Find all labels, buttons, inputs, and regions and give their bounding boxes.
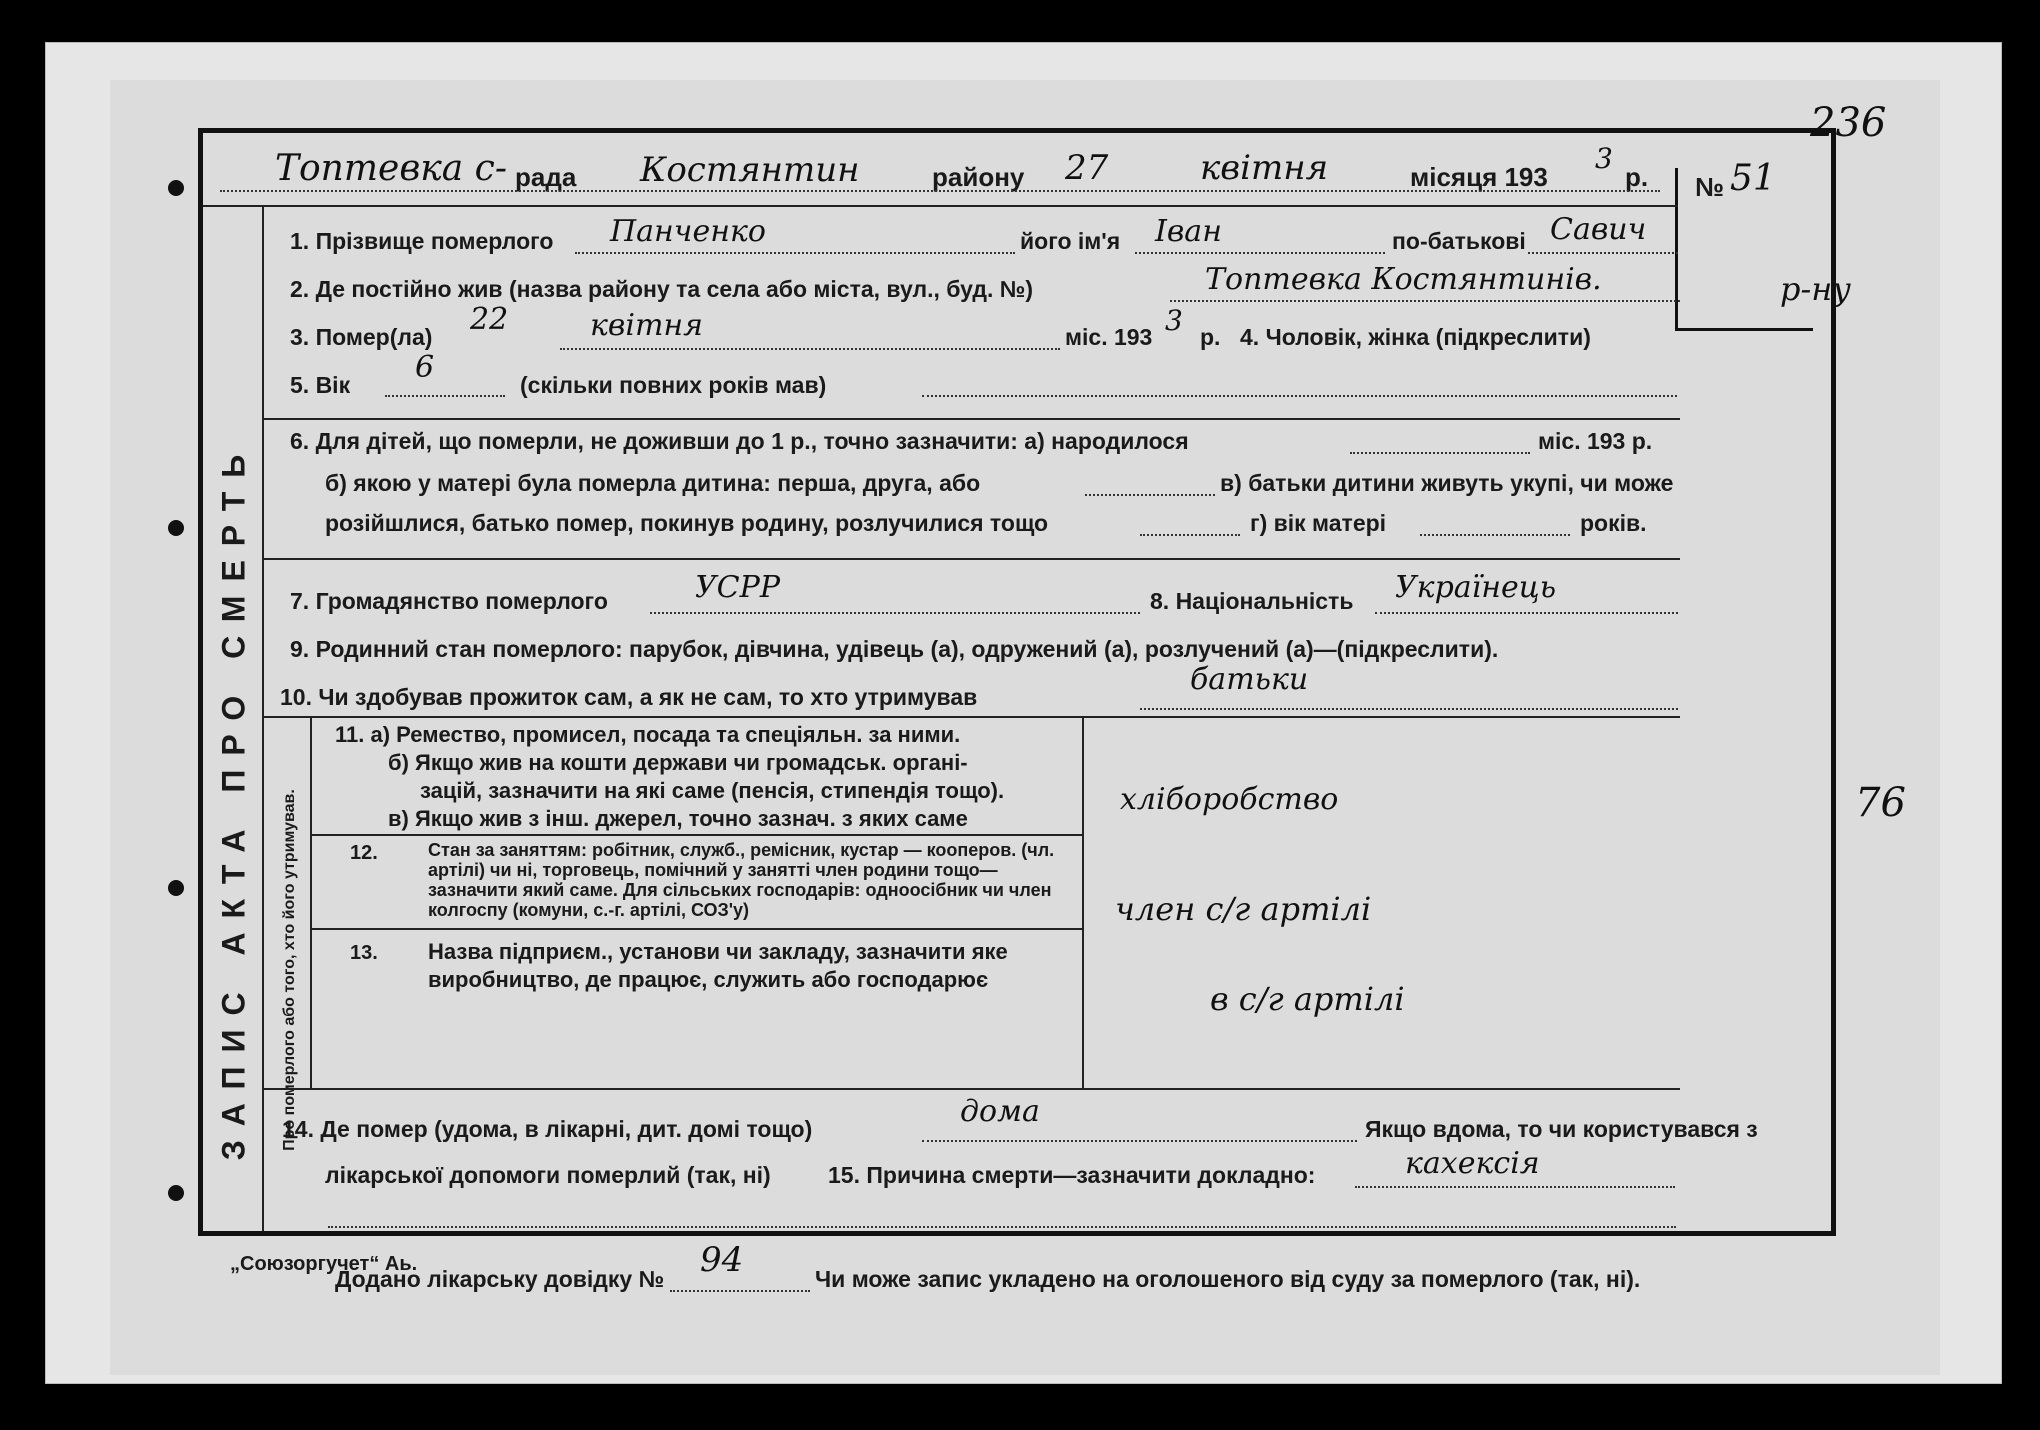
- field-10-label: 10. Чи здобував прожиток сам, а як не сам, то хто утримував: [280, 684, 978, 710]
- rule-after-6: [262, 558, 1680, 560]
- rule-after-11: [310, 834, 1082, 836]
- field-1-patr-line: [1528, 252, 1678, 254]
- field-14-line: [922, 1140, 1357, 1142]
- field-7-line: [650, 612, 1140, 614]
- name-handwritten: Іван: [1155, 214, 1222, 249]
- rule-after-13: [262, 1088, 1680, 1090]
- death-year-handwritten: 3: [1165, 304, 1183, 337]
- field-8-line: [1375, 612, 1678, 614]
- district-label: району: [932, 162, 1025, 192]
- field-7-label: 7. Громадянство померлого: [290, 588, 608, 614]
- field-2-line: [1170, 300, 1680, 302]
- employment-status-handwritten: член с/г артілі: [1115, 890, 1372, 928]
- punch-hole: [168, 880, 184, 896]
- margin-handwritten-2: 76: [1855, 780, 1906, 826]
- field-10-line: [1140, 708, 1678, 710]
- field-15-label: 15. Причина смерти—зазначити докладно:: [828, 1162, 1316, 1188]
- rule-after-5: [262, 418, 1680, 420]
- field-6-parents-line: [1140, 534, 1240, 536]
- field-9-label: 9. Родинний стан померлого: парубок, дівчина, удівець (а), одружений (а), розлучений (а)—(підкреслити).: [290, 636, 1499, 662]
- field-13-num: 13.: [350, 942, 378, 964]
- rule-after-12: [310, 928, 1082, 930]
- punch-hole: [168, 1185, 184, 1201]
- block-mid-rule: [1082, 716, 1084, 1088]
- field-15-line: [1355, 1186, 1675, 1188]
- field-6-born-line: [1350, 452, 1530, 454]
- field-1-name-line: [1135, 252, 1385, 254]
- field-15-extra-line: [328, 1226, 1676, 1228]
- cert-label: Додано лікарську довідку №: [335, 1266, 665, 1292]
- corner-number-handwritten: 236: [1810, 100, 1887, 146]
- day-handwritten: 27: [1065, 148, 1109, 188]
- cert-tail: Чи може запис укладено на оголошеного від суду за померлого (так, ні).: [815, 1266, 1641, 1292]
- number-handwritten: 51: [1730, 158, 1776, 199]
- year-suffix: р.: [1625, 162, 1649, 192]
- death-day-handwritten: 22: [470, 302, 509, 337]
- residence-margin-handwritten: р-ну: [1780, 270, 1851, 308]
- nationality-handwritten: Українець: [1395, 570, 1557, 605]
- punch-hole: [168, 520, 184, 536]
- patronymic-handwritten: Савич: [1550, 212, 1647, 247]
- punch-hole: [168, 180, 184, 196]
- month-label: місяця 193: [1410, 162, 1548, 192]
- printer-mark: „Союзоргучет“ Аь.: [230, 1253, 418, 1275]
- field-1-line: [575, 252, 1015, 254]
- place-of-death-handwritten: дома: [960, 1094, 1040, 1129]
- field-6-line3a: розійшлися, батько помер, покинув родину, розлучилися тощо: [325, 510, 1049, 536]
- rada-label: рада: [515, 162, 577, 192]
- field-14-label: 14. Де помер (удома, в лікарні, дит. домі тощо): [282, 1116, 813, 1142]
- village-handwritten: Топтевка с-: [275, 148, 507, 189]
- field-1-name-label: його ім'я: [1020, 228, 1121, 254]
- field-12-text: Стан за заняттям: робітник, служб., ремісник, кустар — кооперов. (чл. артілі) чи ні, торговець, помічний у занятті член родини тощо—зазначити який саме. Для сільських господарів: одноосібник чи член колгоспу (комуни, с.-г. артілі, СОЗ'у): [428, 840, 1055, 920]
- month-handwritten: квітня: [1200, 148, 1329, 188]
- age-handwritten: 6: [415, 350, 435, 385]
- field-11-a: 11. а) Ремество, промисел, посада та спеціяльн. за ними.: [335, 722, 961, 747]
- side-rule: [262, 205, 264, 1231]
- field-6-mother-age-line: [1420, 534, 1570, 536]
- field-13-text: Назва підприєм., установи чи закладу, зазначити яке виробництво, де працює, служить або господарює: [428, 939, 1008, 992]
- field-6-order-line: [1085, 494, 1215, 496]
- year-digit-handwritten: 3: [1595, 142, 1613, 175]
- field-6-line1-end: міс. 193 р.: [1538, 428, 1653, 454]
- field-12-num: 12.: [350, 842, 378, 864]
- field-5-tail-line: [922, 395, 1677, 397]
- field-14-tail: Якщо вдома, то чи користувався з: [1365, 1116, 1758, 1142]
- occupation-handwritten: хліборобство: [1120, 782, 1339, 817]
- death-month-handwritten: квітня: [590, 308, 704, 343]
- field-4-label: 4. Чоловік, жінка (підкреслити): [1240, 324, 1591, 350]
- supporter-handwritten: батьки: [1190, 662, 1309, 697]
- field-1-patr-label: по-батькові: [1392, 228, 1526, 254]
- field-11-b2: зацій, зазначити на які саме (пенсія, стипендія тощо).: [420, 778, 1005, 803]
- side-subtitle: Про померлого або того, хто його утримував.: [281, 789, 299, 1151]
- field-11-c: в) Якщо жив з інш. джерел, точно зазнач. з яких саме: [388, 806, 968, 831]
- block-left-rule: [310, 716, 312, 1088]
- side-title: ЗАПИС АКТА ПРО СМЕРТЬ: [215, 440, 252, 1160]
- cert-line: [670, 1290, 810, 1292]
- cert-number-handwritten: 94: [700, 1240, 744, 1280]
- field-6-line2a: б) якою у матері була померла дитина: перша, друга, або: [325, 470, 981, 496]
- field-8-label: 8. Національність: [1150, 588, 1354, 614]
- field-5-label: 5. Вік: [290, 372, 351, 398]
- field-6-line3c: років.: [1580, 510, 1647, 536]
- field-3-line: [560, 348, 1060, 350]
- field-3-suffix: р.: [1200, 324, 1221, 350]
- field-2-label: 2. Де постійно жив (назва району та села або міста, вул., буд. №): [290, 276, 1034, 302]
- field-5-line: [385, 395, 505, 397]
- field-3-mis: міс. 193: [1065, 324, 1153, 350]
- rule-after-10: [262, 716, 1680, 718]
- surname-handwritten: Панченко: [610, 214, 766, 249]
- header-underline: [220, 190, 1660, 192]
- number-label: №: [1695, 172, 1724, 202]
- death-record-form: [110, 80, 1940, 1375]
- cause-of-death-handwritten: кахексія: [1405, 1146, 1540, 1181]
- citizenship-handwritten: УСРР: [695, 570, 781, 605]
- residence-handwritten: Топтевка Костянтинів.: [1205, 262, 1602, 297]
- field-1-label: 1. Прізвище померлого: [290, 228, 554, 254]
- workplace-handwritten: в с/г артілі: [1210, 980, 1405, 1018]
- field-11-b1: б) Якщо жив на кошти держави чи громадськ. органі-: [388, 750, 968, 775]
- field-6-line3b: г) вік матері: [1250, 510, 1387, 536]
- field-14-line2: лікарської допомоги померлий (так, ні): [325, 1162, 771, 1188]
- field-3-label: 3. Помер(ла): [290, 324, 433, 350]
- district-handwritten: Костянтин: [640, 150, 860, 190]
- field-6-line2b: в) батьки дитини живуть укупі, чи може: [1220, 470, 1674, 496]
- field-6-line1: 6. Для дітей, що померли, не доживши до 1 р., точно зазначити: а) народилося: [290, 428, 1189, 454]
- field-5-hint: (скільки повних років мав): [520, 372, 827, 398]
- header-rule: [203, 205, 1678, 207]
